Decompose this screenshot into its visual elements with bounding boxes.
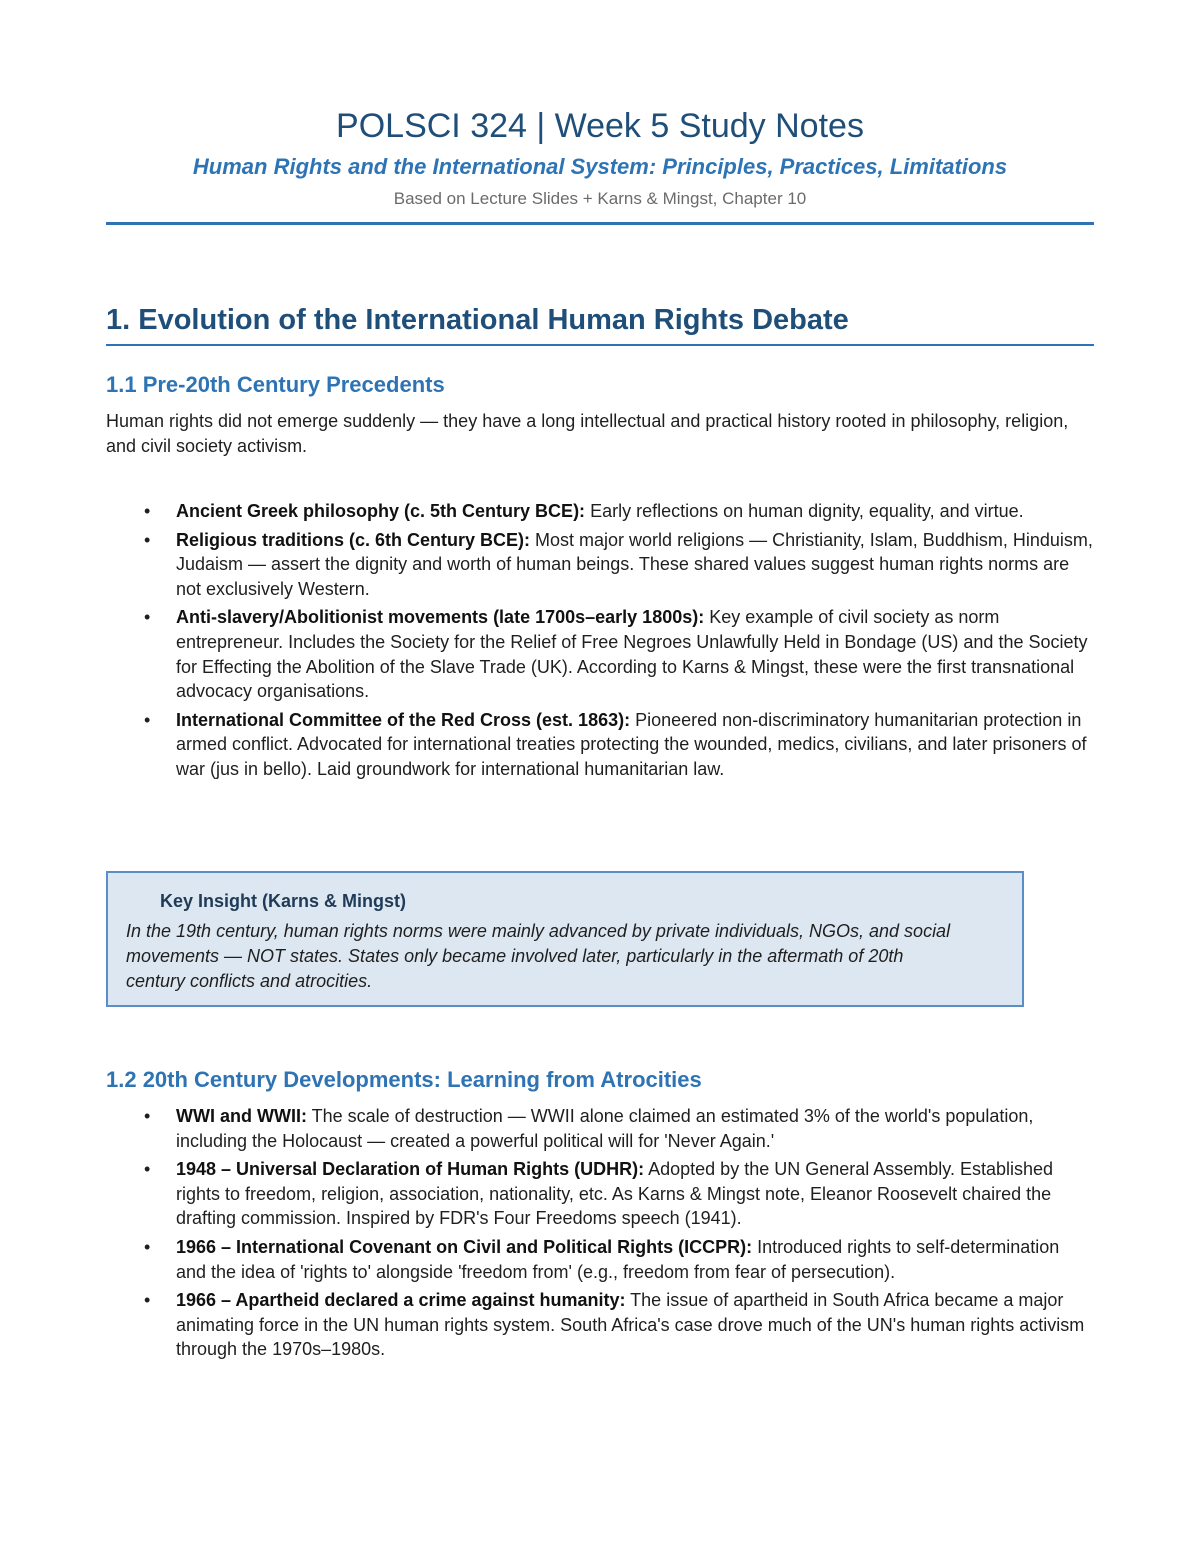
key-insight-callout xyxy=(106,871,1024,1007)
item-lead: Religious traditions (c. 6th Century BCE): xyxy=(176,529,531,550)
bullet-icon: • xyxy=(144,1106,151,1126)
item-lead: International Committee of the Red Cross (est. 1863): xyxy=(176,709,631,730)
item-text: Early reflections on human dignity, equality, and virtue. xyxy=(585,501,1024,521)
subsection-1-2-heading: 1.2 20th Century Developments: Learning from Atrocities xyxy=(106,1067,702,1092)
item-text: Adopted by the UN General Assembly. Established rights to freedom, religion, association, nationality, etc. As Karns & Mingst note, Eleanor Roosevelt chaired the drafting commission. Inspired by FDR's Four Freedoms speech (1941). xyxy=(176,1159,1054,1229)
item-lead: Ancient Greek philosophy (c. 5th Century BCE): xyxy=(176,501,586,521)
bullet-icon: • xyxy=(144,501,151,521)
bullet-icon: • xyxy=(144,607,151,628)
list-item xyxy=(106,1235,1094,1284)
subsection-1-1-heading: 1.1 Pre-20th Century Precedents xyxy=(106,372,445,397)
document-title: POLSCI 324 | Week 5 Study Notes xyxy=(336,107,864,145)
list-item xyxy=(106,499,1094,524)
subsection-1-1-intro: Human rights did not emerge suddenly — they have a long intellectual and practical history rooted in philosophy, religion, and civil society activism. xyxy=(106,411,1069,456)
section-1-divider xyxy=(106,344,1094,346)
title-divider xyxy=(106,222,1094,225)
bullet-icon: • xyxy=(144,1159,151,1180)
item-lead: 1948 – Universal Declaration of Human Rights (UDHR): xyxy=(176,1159,645,1180)
document-subtitle: Human Rights and the International System: Principles, Practices, Limitations xyxy=(192,154,1008,179)
item-lead: 1966 – International Covenant on Civil and Political Rights (ICCPR): xyxy=(176,1236,753,1257)
item-text: Most major world religions — Christianity, Islam, Buddhism, Hinduism, Judaism — assert the dignity and worth of human beings. These shared values suggest human rights norms are not exclusively Western. xyxy=(176,529,1093,599)
section-1-heading: 1. Evolution of the International Human Rights Debate xyxy=(106,304,849,336)
list-item xyxy=(106,605,1094,703)
list-item xyxy=(106,708,1094,782)
item-text: The scale of destruction — WWII alone claimed an estimated 3% of the world's population, including the Holocaust — created a powerful political will for 'Never Again.' xyxy=(176,1106,1034,1151)
list-item xyxy=(106,528,1094,602)
item-text: Key example of civil society as norm entrepreneur. Includes the Society for the Relief of Free Negroes Unlawfully Held in Bondage (US) and the Society for Effecting the Abolition of the Slave Trade (UK). According to Karns & Mingst, these were the first transnational advocacy organisations. xyxy=(176,607,1088,702)
bullet-icon: • xyxy=(144,1290,151,1311)
list-item xyxy=(106,1157,1094,1231)
precedents-list xyxy=(106,499,1094,786)
item-lead: WWI and WWII: xyxy=(176,1106,307,1126)
list-item xyxy=(106,1288,1094,1362)
item-text: Introduced rights to self-determination and the idea of 'rights to' alongside 'freedom from' (e.g., freedom from fear of persecution). xyxy=(176,1236,1060,1282)
item-text: Pioneered non-discriminatory humanitarian protection in armed conflict. Advocated for international treaties protecting the wounded, medics, civilians, and later prisoners of war (jus in bello). Laid groundwork for international humanitarian law. xyxy=(176,709,1087,779)
callout-title: Key Insight (Karns & Mingst) xyxy=(160,891,407,911)
bullet-icon: • xyxy=(144,709,151,730)
developments-list xyxy=(106,1104,1094,1366)
item-text: The issue of apartheid in South Africa became a major animating force in the UN human rights system. South Africa's case drove much of the UN's human rights activism through the 1970s–1980s. xyxy=(176,1290,1085,1360)
callout-body: In the 19th century, human rights norms were mainly advanced by private individuals, NGOs, and social movements — NOT states. States only became involved later, particularly in the aftermath of 20th century conflicts and atrocities. xyxy=(126,921,951,991)
item-lead: Anti-slavery/Abolitionist movements (late 1700s–early 1800s): xyxy=(176,607,705,628)
bullet-icon: • xyxy=(144,1236,151,1257)
item-lead: 1966 – Apartheid declared a crime against humanity: xyxy=(176,1290,626,1311)
list-item xyxy=(106,1104,1094,1153)
bullet-icon: • xyxy=(144,529,151,550)
document-source-line: Based on Lecture Slides + Karns & Mingst, Chapter 10 xyxy=(393,189,807,208)
